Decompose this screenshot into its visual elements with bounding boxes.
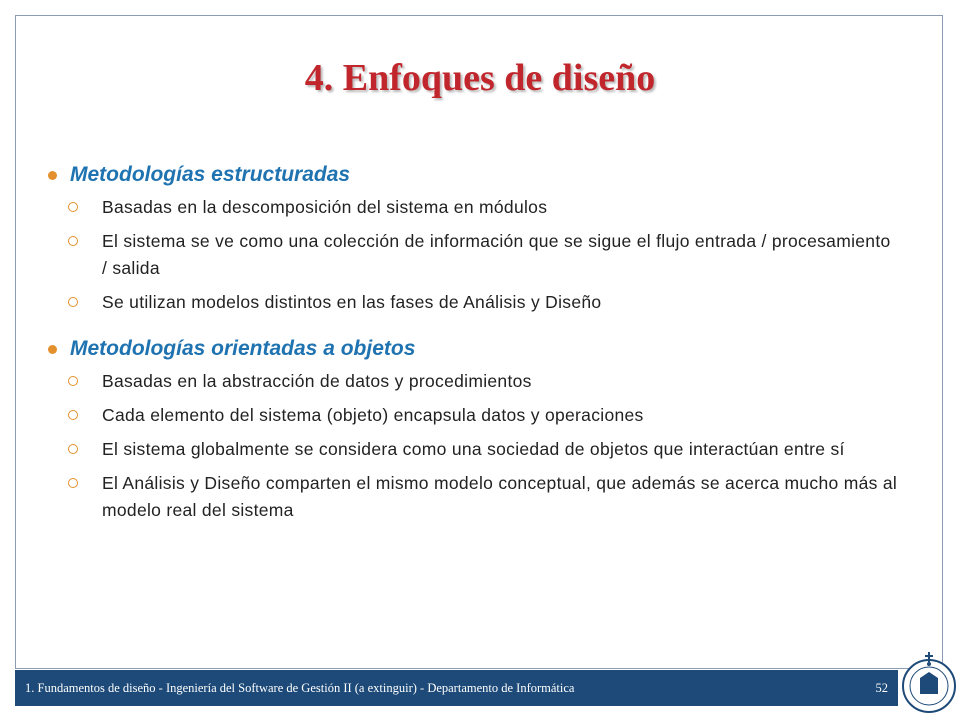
list-item <box>48 194 898 221</box>
slide-content <box>48 160 898 542</box>
footer-text: 1. Fundamentos de diseño - Ingeniería del Software de Gestión II (a extinguir) - Departamento de Informática <box>25 681 575 695</box>
bullet-ring-icon <box>68 202 78 212</box>
list-item <box>48 436 898 463</box>
bullet-ring-icon <box>68 478 78 488</box>
bullet-ring-icon <box>68 444 78 454</box>
university-seal-icon <box>900 648 958 718</box>
list-item-text: El sistema se ve como una colección de información que se sigue el flujo entrada / procesamiento / salida <box>102 231 891 278</box>
list-item <box>48 470 898 524</box>
section-heading <box>48 334 898 364</box>
list-item-text: Basadas en la descomposición del sistema en módulos <box>102 197 548 217</box>
slide-title: 4. Enfoques de diseño <box>304 57 656 99</box>
list-item-text: Cada elemento del sistema (objeto) encapsula datos y operaciones <box>102 405 644 425</box>
section-structured <box>48 160 898 316</box>
bullet-dot-icon <box>48 171 57 180</box>
section-heading-text: Metodologías orientadas a objetos <box>70 337 416 360</box>
list-item-text: El sistema globalmente se considera como una sociedad de objetos que interactúan entre sí <box>102 439 845 459</box>
bullet-ring-icon <box>68 297 78 307</box>
list-item <box>48 228 898 282</box>
bullet-ring-icon <box>68 410 78 420</box>
section-heading-text: Metodologías estructuradas <box>70 163 351 186</box>
bullet-ring-icon <box>68 236 78 246</box>
bullet-dot-icon <box>48 345 57 354</box>
list-item <box>48 368 898 395</box>
list-item-text: El Análisis y Diseño comparten el mismo modelo conceptual, que además se acerca mucho más al modelo real del sistema <box>102 473 898 520</box>
section-heading <box>48 160 898 190</box>
list-item-text: Se utilizan modelos distintos en las fases de Análisis y Diseño <box>102 292 602 312</box>
page-number: 52 <box>875 681 888 695</box>
bullet-ring-icon <box>68 376 78 386</box>
section-object-oriented <box>48 334 898 524</box>
list-item <box>48 289 898 316</box>
footer-bar <box>15 670 898 706</box>
list-item <box>48 402 898 429</box>
list-item-text: Basadas en la abstracción de datos y procedimientos <box>102 371 532 391</box>
